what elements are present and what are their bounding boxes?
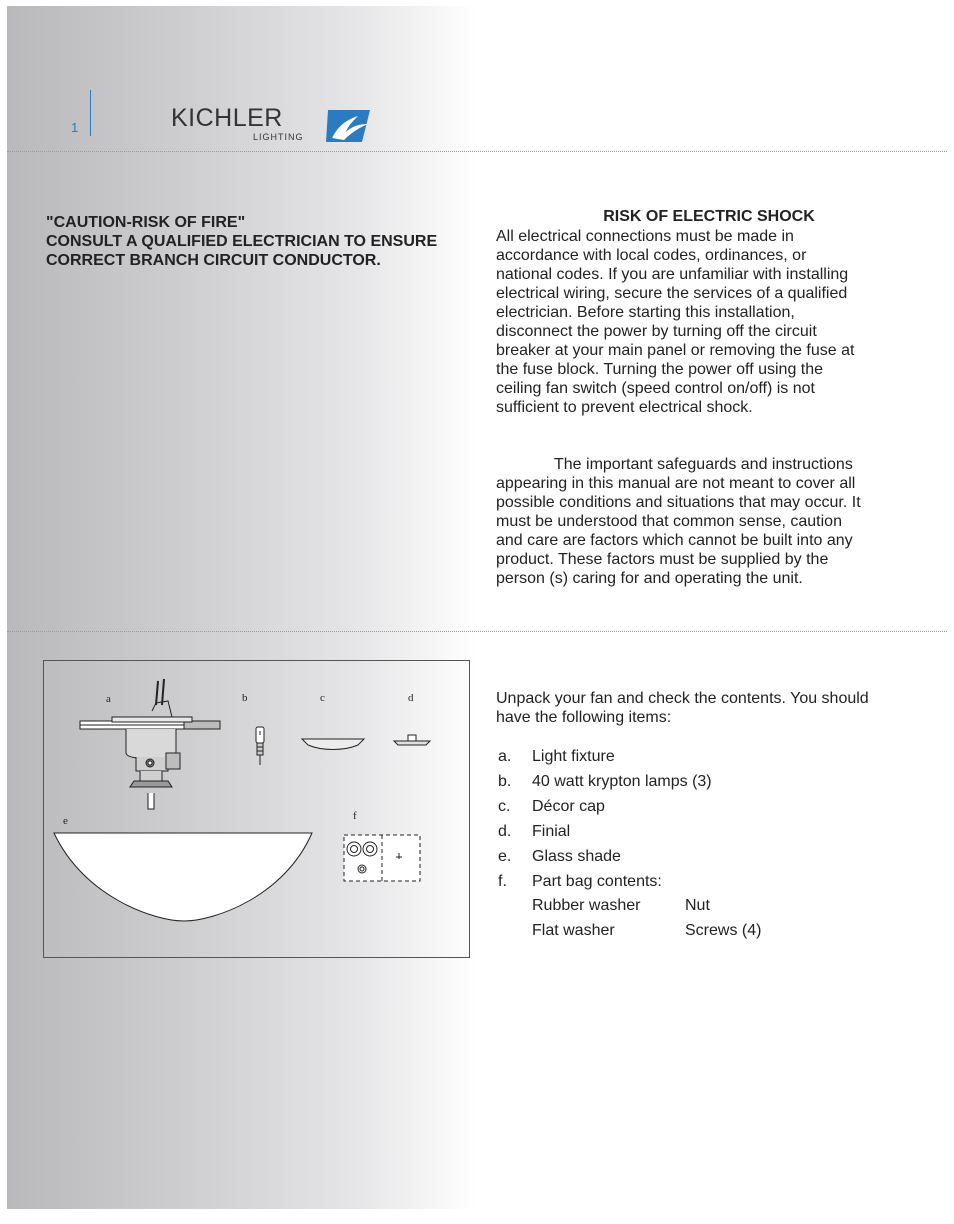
page-number-rule [90,90,91,136]
page-gradient-background [7,6,477,1209]
safeguards-paragraph [496,455,866,588]
logo-wordmark: KICHLER [171,104,283,132]
item-text: Part bag contents: [532,873,662,890]
kichler-logo [171,104,381,146]
part-nut: Nut [685,897,710,914]
item-text: Glass shade [532,848,621,865]
item-text: Finial [532,823,571,840]
logo-subtitle: LIGHTING [253,132,304,142]
part-rubber-washer: Rubber washer [532,897,641,914]
caution-line-2: CONSULT A QUALIFIED ELECTRICIAN TO ENSURE [46,233,438,250]
item-text: 40 watt krypton lamps (3) [532,773,712,790]
page-number: 1 [71,120,79,135]
parts-illustration [44,661,469,957]
item-letter: a. [498,748,512,765]
diagram-label-f: f [353,810,357,822]
diagram-label-a: a [106,693,111,705]
item-letter: c. [498,798,511,815]
parts-diagram [43,660,470,958]
item-letter: e. [498,848,512,865]
safeguards-text: The important safeguards and instructions appearing in this manual are not meant to cover all possible conditions and situations that may occur. It must be understood that common sense, caution and care are factors which cannot be built into any product. These factors must be supplied by the person (s) caring for and operating the unit. [496,456,861,587]
diagram-label-e: e [63,815,68,827]
part-flat-washer: Flat washer [532,922,615,939]
risk-paragraph: All electrical connections must be made in accordance with local codes, ordinances, or national codes. If you are unfamiliar with installing electrical wiring, secure the services of a qualified electrician. Before starting this installation, disconnect the power by turning off the circuit breaker at your main panel or removing the fuse at the fuse block. Turning the power off using the ceiling fan switch (speed control on/off) is not sufficient to prevent electrical shock. [496,228,855,416]
item-letter: b. [498,773,512,790]
contents-intro: Unpack your fan and check the contents. You should have the following items: [496,690,869,726]
header-divider [7,151,947,152]
item-text: Light fixture [532,748,615,765]
item-letter: f. [498,873,507,890]
item-letter: d. [498,823,512,840]
item-text: Décor cap [532,798,605,815]
caution-line-3: CORRECT BRANCH CIRCUIT CONDUCTOR. [46,252,381,269]
part-screws: Screws (4) [685,922,762,939]
diagram-label-d: d [408,692,414,704]
kichler-bird-icon [326,108,372,144]
diagram-label-b: b [242,692,248,704]
risk-heading: RISK OF ELECTRIC SHOCK [603,208,815,225]
caution-block [46,213,437,270]
diagram-label-c: c [320,692,325,704]
caution-title: "CAUTION-RISK OF FIRE" [46,214,246,231]
section-divider [7,631,947,632]
